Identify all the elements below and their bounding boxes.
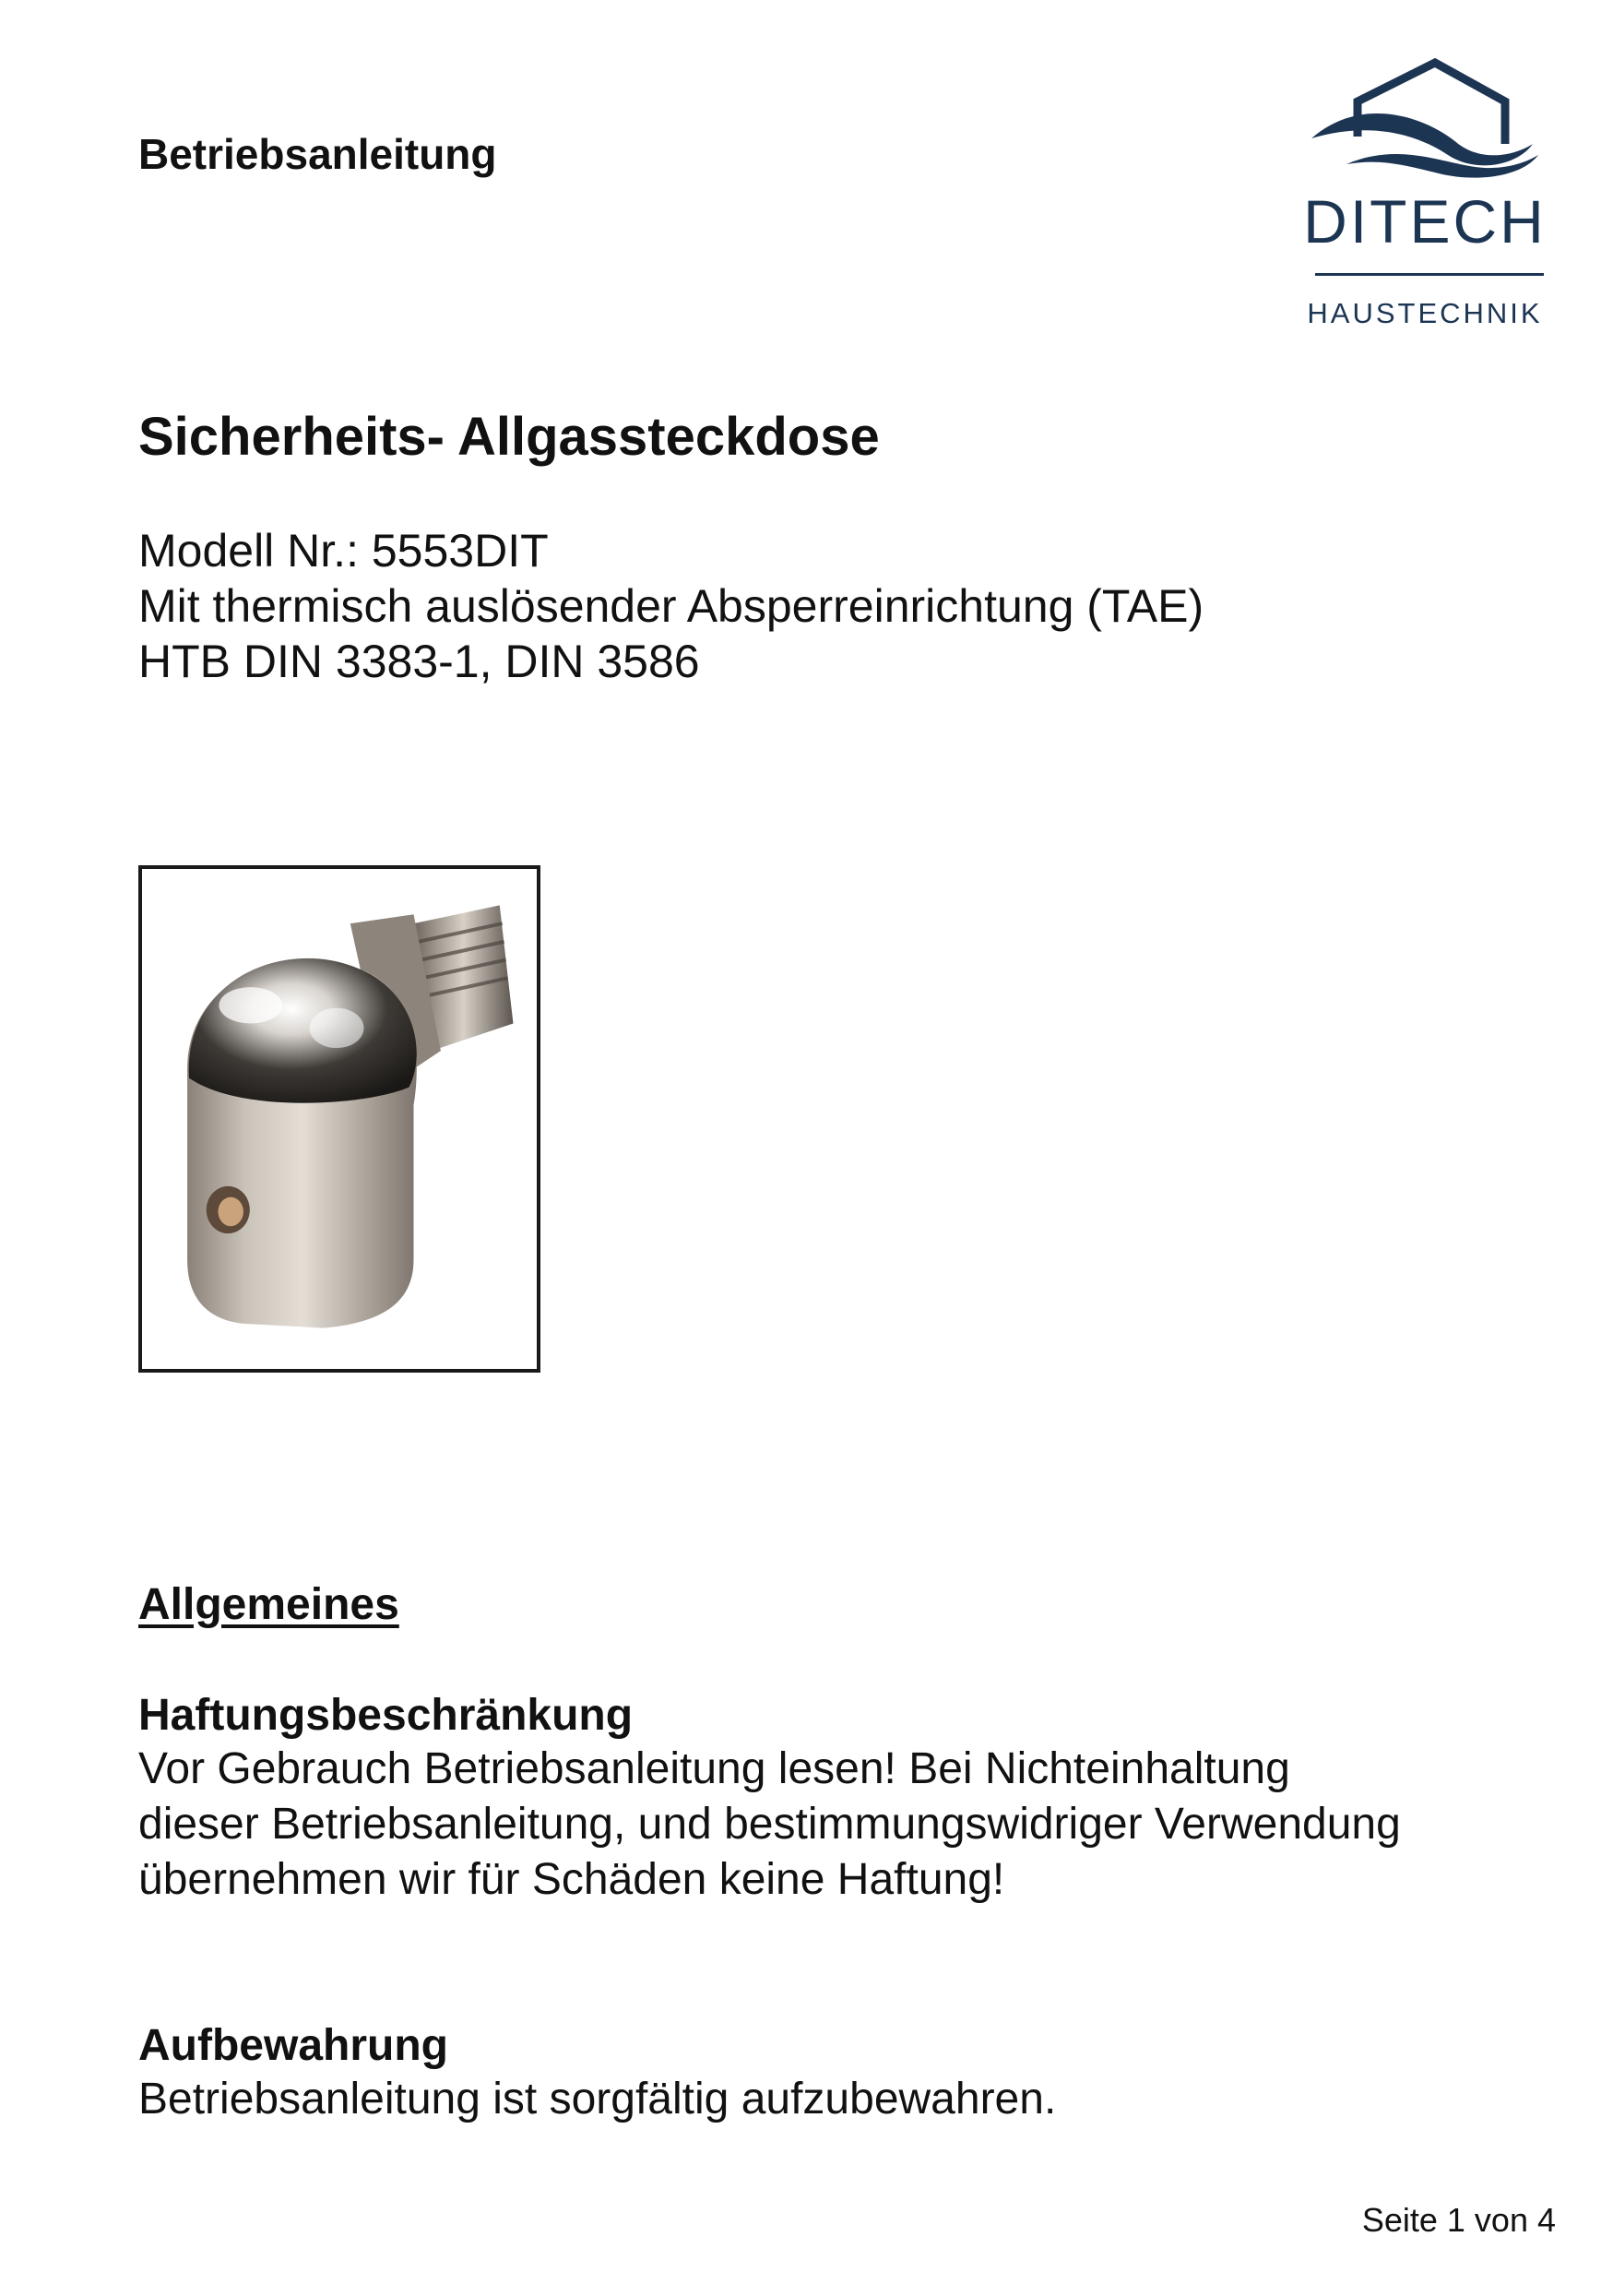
storage-text: Betriebsanleitung ist sorgfältig aufzubewahren. bbox=[138, 2075, 1057, 2124]
liability-heading: Haftungsbeschränkung bbox=[138, 1691, 634, 1740]
section-heading-general: Allgemeines bbox=[138, 1580, 399, 1629]
product-title: Sicherheits- Allgassteckdose bbox=[138, 407, 880, 467]
storage-heading: Aufbewahrung bbox=[138, 2021, 448, 2070]
page-number: Seite 1 von 4 bbox=[1361, 2201, 1556, 2239]
document-type: Betriebsanleitung bbox=[138, 130, 497, 178]
liability-line: Vor Gebrauch Betriebsanleitung lesen! Bei Nichteinhaltung bbox=[138, 1744, 1290, 1793]
product-standards: HTB DIN 3383-1, DIN 3586 bbox=[138, 636, 700, 687]
ditech-logo bbox=[1291, 55, 1568, 341]
liability-line: übernehmen wir für Schäden keine Haftung! bbox=[138, 1855, 1005, 1904]
gas-socket-image bbox=[142, 869, 537, 1369]
logo-divider bbox=[1315, 273, 1544, 276]
logo-wordmark: DITECH bbox=[1303, 187, 1547, 256]
model-number: Modell Nr.: 5553DIT bbox=[138, 525, 549, 577]
liability-line: dieser Betriebsanleitung, und bestimmungswidriger Verwendung bbox=[138, 1800, 1401, 1849]
house-wave-icon bbox=[1291, 55, 1568, 184]
logo-subtitle: HAUSTECHNIK bbox=[1307, 297, 1543, 329]
product-feature: Mit thermisch auslösender Absperreinrichtung (TAE) bbox=[138, 580, 1204, 632]
product-photo bbox=[138, 865, 540, 1373]
